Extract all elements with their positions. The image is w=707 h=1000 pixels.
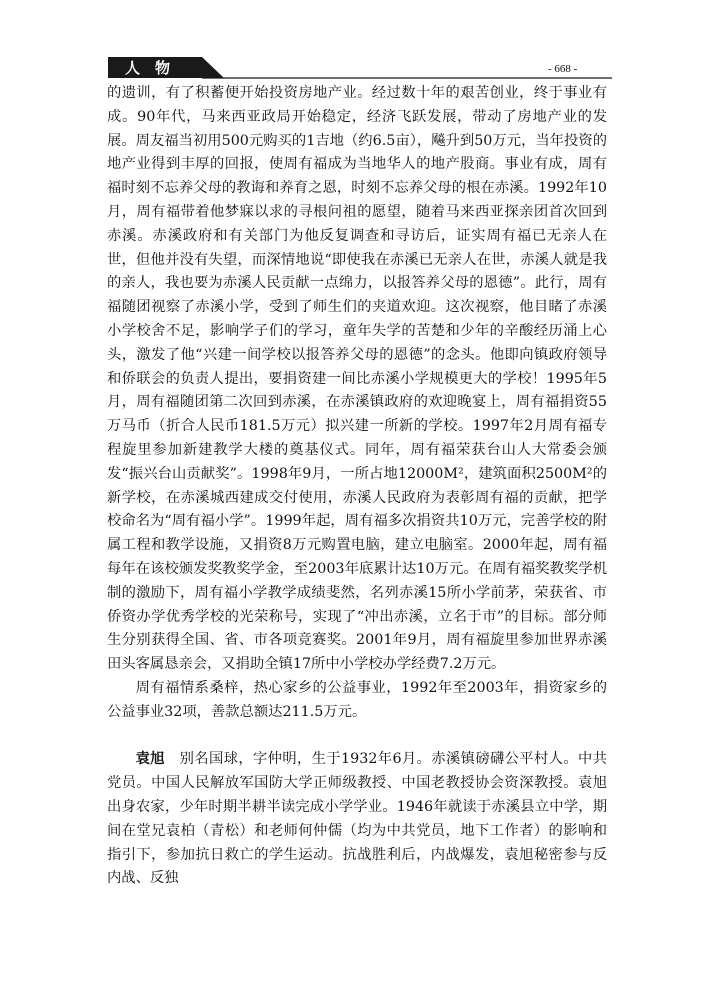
biography-entry: [107, 748, 607, 891]
paragraph: 的遗训，有了积蓄便开始投资房地产业。经过数十年的艰苦创业，终于事业有成。90年代，马来西亚政局开始稳定，经济飞跃发展，带动了房地产业的发展。周友福当初用500元购买的1吉地（约6.5亩），飚升到50万元，当年投资的地产业得到丰厚的回报，使周有福成为当地华人的地产股商。事业有成，周有福时刻不忘养父母的教诲和养育之恩，时刻不忘养父母的根在赤溪。1992年10月，周有福带着他梦寐以求的寻根问祖的愿望，随着马来西亚探亲团首次回到赤溪。赤溪政府和有关部门为他反复调查和寻访后，证实周有福已无亲人在世，但他并没有失望，而深情地说“即使我在赤溪已无亲人在世，赤溪人就是我的亲人，我也要为赤溪人民贡献一点绵力，以报答养父母的恩德”。此行，周有福随团视察了赤溪小学，受到了师生们的夹道欢迎。这次视察，他目睹了赤溪小学校舍不足，影响学子们的学习，童年失学的苦楚和少年的辛酸经历涌上心头，激发了他“兴建一间学校以报答养父母的恩德”的念头。他即向镇政府领导和侨联会的负责人提出，要捐资建一间比赤溪小学规模更大的学校！1995年5月，周有福随团第二次回到赤溪，在赤溪镇政府的欢迎晚宴上，周有福捐资55万马币（折合人民币181.5万元）拟兴建一所新的学校。1997年2月周有福专程旋里参加新建教学大楼的奠基仪式。同年，周有福荣获台山人大常委会颁发“振兴台山贡献奖”。1998年9月，一所占地12000M²，建筑面积2500M²的新学校，在赤溪城西建成交付使用，赤溪人民政府为表彰周有福的贡献，把学校命名为“周有福小学”。1999年起，周有福多次捐资共10万元，完善学校的附属工程和教学设施，又捐资8万元购置电脑，建立电脑室。2000年起，周有福每年在该校颁发奖教奖学金，至2003年底累计达10万元。在周有福奖教奖学机制的激励下，周有福小学教学成绩斐然，名列赤溪15所小学前茅，荣获省、市侨资办学优秀学校的光荣称号，实现了“冲出赤溪，立名于市”的目标。部分师生分别获得全国、省、市各项竞赛奖。2001年9月，周有福旋里参加世界赤溪田头客属恳亲会，又捐助全镇17所中小学校办学经费7.2万元。: [107, 85, 607, 673]
page-number: - 668 -: [548, 63, 578, 75]
paragraph: 周有福情系桑梓，热心家乡的公益事业，1992年至2003年，捐资家乡的公益事业32项，善款总额达211.5万元。: [107, 679, 607, 720]
section-title: 人 物: [125, 59, 171, 77]
biography-text: 别名国球，字仲明，生于1932年6月。赤溪镇磅礴公平村人。中共党员。中国人民解放军国防大学正师级教授、中国老教授协会资深教授。袁旭出身农家，少年时期半耕半读完成小学学业。1946年就读于赤溪县立中学，期间在堂兄袁柏（青松）和老师何仲儒（均为中共党员，地下工作者）的影响和指引下，参加抗日救亡的学生运动。抗战胜利后，内战爆发，袁旭秘密参与反内战、反独: [107, 751, 608, 887]
article-body: [107, 82, 607, 891]
person-name: 袁旭: [135, 751, 165, 768]
header-band: [108, 57, 612, 79]
header-band-graphic: [108, 57, 612, 79]
